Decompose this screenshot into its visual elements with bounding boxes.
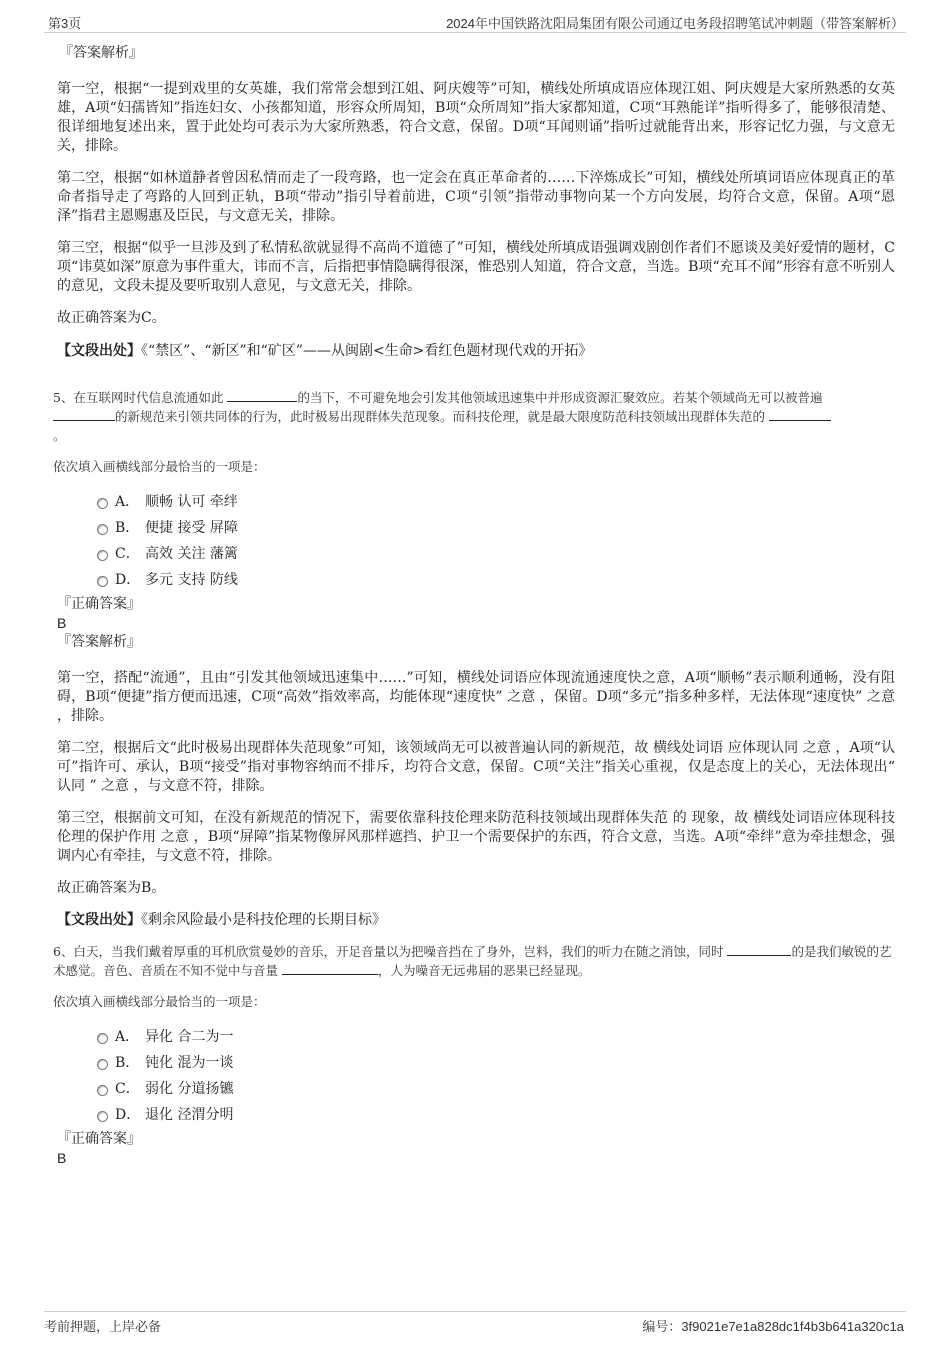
q6-blank-2 bbox=[282, 962, 378, 975]
q5-blank-3 bbox=[769, 408, 831, 421]
q5-source bbox=[57, 911, 895, 930]
radio-icon[interactable] bbox=[97, 1059, 108, 1070]
q5-analysis-p2: 第二空，根据后文“此时极易出现群体失范现象”可知，该领域尚无可以被普遍认同的新规范，故 横线处词语 应体现认同 之意 ，A项“认可”指许可、承认，B项“接受”指对事物容纳而不排斥，均符合文意，保留。C项“关注”指关心重视，仅是态度上的关心，无法体现出“ 认同 ” 之意 ，与文意不符，排除。 bbox=[57, 740, 895, 794]
q6-correct-label: 『正确答案』 bbox=[57, 1131, 141, 1147]
q5-blank-1 bbox=[227, 389, 297, 402]
q5-source-tag: 【文段出处】 bbox=[57, 912, 141, 928]
q6-correct-value: B bbox=[57, 1150, 67, 1166]
q5-options bbox=[57, 491, 895, 595]
q5-option-d[interactable]: D． 多元 支持 防线 bbox=[57, 569, 895, 595]
q5-prompt: 依次填入画横线部分最恰当的一项是： bbox=[53, 459, 266, 474]
radio-icon[interactable] bbox=[97, 498, 108, 509]
radio-icon[interactable] bbox=[97, 576, 108, 587]
q6-prompt: 依次填入画横线部分最恰当的一项是： bbox=[53, 994, 266, 1009]
q4-source bbox=[57, 342, 895, 361]
q6-option-b[interactable]: B． 钝化 混为一谈 bbox=[57, 1052, 895, 1078]
radio-icon[interactable] bbox=[97, 524, 108, 535]
q5-source-text: 《剩余风险最小是科技伦理的长期目标》 bbox=[141, 912, 386, 928]
q5-correct-label: 『正确答案』 bbox=[57, 596, 141, 612]
q6-stem bbox=[53, 942, 895, 980]
q6-option-a[interactable]: A． 异化 合二为一 bbox=[57, 1026, 895, 1052]
footer-code-value: 3f9021e7e1a828dc1f4b3b641a320c1a bbox=[681, 1319, 904, 1334]
q5-stem-part2: 的当下，不可避免地会引发其他领域迅速集中并形成资源汇聚效应。若某个领域尚无可以被普遍 bbox=[297, 390, 823, 405]
radio-icon[interactable] bbox=[97, 1085, 108, 1096]
q6-option-d[interactable]: D． 退化 泾渭分明 bbox=[57, 1104, 895, 1130]
q4-source-text: 《“禁区”、“新区”和“矿区”——从闽剧<生命>看红色题材现代戏的开拓》 bbox=[141, 343, 593, 359]
q5-stem-part1: 5、在互联网时代信息流通如此 bbox=[53, 390, 224, 405]
q5-stem bbox=[53, 388, 895, 445]
footer-code bbox=[642, 1316, 904, 1335]
q4-conclusion: 故正确答案为C。 bbox=[57, 310, 166, 326]
q5-option-b[interactable]: B． 便捷 接受 屏障 bbox=[57, 517, 895, 543]
q6-option-c[interactable]: C． 弱化 分道扬镳 bbox=[57, 1078, 895, 1104]
q6-stem-part1: 6、白天，当我们戴着厚重的耳机欣赏曼妙的音乐，开足音量以为把噪音挡在了身外，岂料，我们的听力在随之消蚀，同时 bbox=[53, 944, 724, 959]
q5-option-c[interactable]: C． 高效 关注 藩篱 bbox=[57, 543, 895, 569]
q5-stem-part3: 的新规范来引领共同体的行为，此时极易出现群体失范现象。而科技伦理，就是最大限度防范科技领域出现群体失范的 bbox=[115, 409, 766, 424]
q6-options bbox=[57, 1026, 895, 1130]
radio-icon[interactable] bbox=[97, 550, 108, 561]
page-number: 第3页 bbox=[48, 16, 82, 31]
q5-option-a[interactable]: A． 顺畅 认可 牵绊 bbox=[57, 491, 895, 517]
q6-stem-part2: 的是我们敏锐的艺术感觉。音色、音质在不知不觉中与音量 bbox=[53, 944, 892, 978]
q4-source-tag: 【文段出处】 bbox=[57, 343, 141, 359]
footer-slogan: 考前押题，上岸必备 bbox=[44, 1319, 162, 1334]
q5-stem-part4: 。 bbox=[53, 428, 66, 443]
q4-analysis-p2: 第二空，根据“如林道静者曾因私情而走了一段弯路，也一定会在真正革命者的……下淬炼成长”可知，横线处所填词语应体现真正的革命者指导走了弯路的人回到正轨，B项“带动”指引导着前进，C项“引领”指带动事物向某一个方向发展，均符合文意，保留。A项“恩泽”指君主恩赐惠及臣民，与文意无关，排除。 bbox=[57, 170, 895, 224]
q6-blank-1 bbox=[727, 943, 791, 956]
q6-stem-part3: ，人为噪音无远弗届的恶果已经显现。 bbox=[378, 963, 591, 978]
page-content bbox=[53, 44, 895, 1168]
page-header bbox=[44, 10, 906, 33]
q5-analysis-label: 『答案解析』 bbox=[57, 634, 141, 650]
q5-analysis-p3: 第三空，根据前文可知，在没有新规范的情况下，需要依靠科技伦理来防范科技领域出现群体失范 的 现象，故 横线处词语应体现科技伦理的保护作用 之意 ，B项“屏障”指某物像屏风那样遮挡、护卫一个需要保护的东西，符合文意，当选。A项“牵绊”意为牵挂想念，强调内心有牵挂，与文意不符，排除。 bbox=[57, 810, 895, 864]
footer-code-label: 编号： bbox=[642, 1319, 682, 1334]
radio-icon[interactable] bbox=[97, 1111, 108, 1122]
document-title: 2024年中国铁路沈阳局集团有限公司通辽电务段招聘笔试冲刺题（带答案解析） bbox=[446, 16, 904, 31]
q5-conclusion: 故正确答案为B。 bbox=[57, 880, 166, 896]
q5-correct-value: B bbox=[57, 615, 67, 631]
q4-analysis-label: 『答案解析』 bbox=[59, 45, 143, 61]
q5-blank-2 bbox=[53, 408, 115, 421]
q4-analysis-p1: 第一空，根据“一提到戏里的女英雄，我们常常会想到江姐、阿庆嫂等”可知，横线处所填成语应体现江姐、阿庆嫂是大家所熟悉的女英雄，A项“妇孺皆知”指连妇女、小孩都知道，形容众所周知，B项“众所周知”指大家都知道，C项“耳熟能详”指听得多了，能够很清楚、很详细地复述出来，置于此处均可表示为大家所熟悉，符合文意，保留。D项“耳闻则诵”指听过就能背出来，形容记忆力强，与文意无关，排除。 bbox=[57, 81, 895, 154]
q4-analysis-p3: 第三空，根据“似乎一旦涉及到了私情私欲就显得不高尚不道德了”可知，横线处所填成语强调戏剧创作者们不愿谈及美好爱情的题材，C项“讳莫如深”原意为事件重大，讳而不言，后指把事情隐瞒得很深，惟恐别人知道，符合文意，当选。B项“充耳不闻”形容有意不听别人的意见，文段未提及要听取别人意见，与文意无关，排除。 bbox=[57, 240, 895, 294]
q5-analysis-p1: 第一空，搭配“流通”，且由“引发其他领域迅速集中……”可知，横线处词语应体现流通速度快之意，A项“顺畅”表示顺利通畅，没有阻碍，B项“便捷”指方便而迅速，C项“高效”指效率高，均能体现“速度快” 之意 ，保留。D项“多元”指多种多样，无法体现“速度快” 之意 ，排除。 bbox=[57, 670, 895, 724]
radio-icon[interactable] bbox=[97, 1033, 108, 1044]
page-footer bbox=[44, 1311, 906, 1336]
